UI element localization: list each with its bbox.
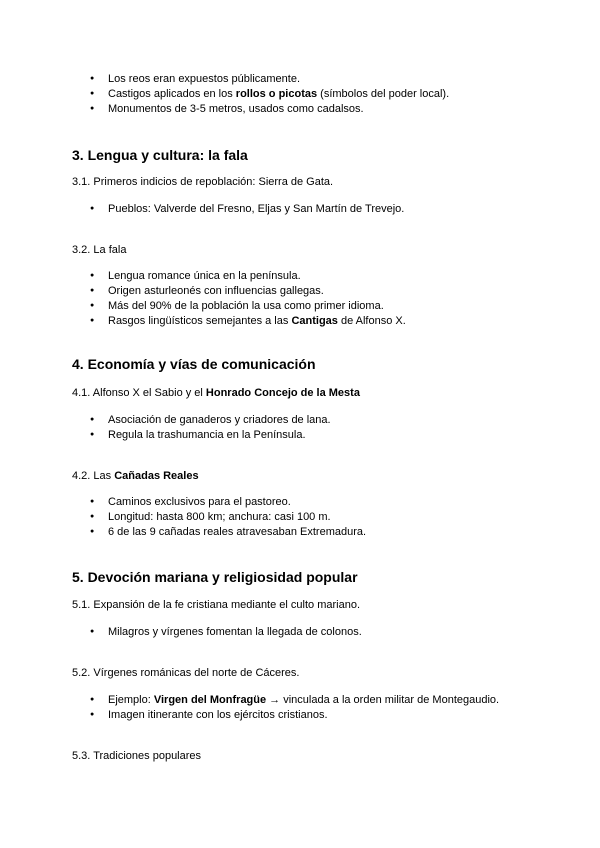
subsection-heading: 3.2. La fala [72,244,127,256]
list-item: ● Imagen itinerante con los ejércitos cristianos. [108,708,328,722]
subsection-heading: 5.3. Tradiciones populares [72,750,202,762]
list-item: ● Los reos eran expuestos públicamente. [108,72,300,86]
list-item: ● Caminos exclusivos para el pastoreo. [108,495,291,509]
section-heading: 5. Devoción mariana y religiosidad popular [72,569,358,585]
list-item: ● Milagros y vírgenes fomentan la llegada de colonos. [108,625,362,639]
list-item: ● Lengua romance única en la península. [108,269,301,283]
subsection-heading: 4.1. Alfonso X el Sabio y el Honrado Concejo de la Mesta [72,387,360,399]
list-item: ● 6 de las 9 cañadas reales atravesaban Extremadura. [108,525,366,539]
list-item: ● Monumentos de 3-5 metros, usados como cadalsos. [108,102,364,116]
list-item: ● Pueblos: Valverde del Fresno, Eljas y San Martín de Trevejo. [108,202,404,216]
list-item: ● Rasgos lingüísticos semejantes a las Cantigas de Alfonso X. [108,314,406,328]
section-heading: 3. Lengua y cultura: la fala [72,147,248,163]
subsection-heading: 5.2. Vírgenes románicas del norte de Cáceres. [72,667,300,679]
section-heading: 4. Economía y vías de comunicación [72,356,316,372]
list-item: ● Origen asturleonés con influencias gallegas. [108,284,324,298]
subsection-heading: 5.1. Expansión de la fe cristiana mediante el culto mariano. [72,599,360,611]
subsection-heading: 4.2. Las Cañadas Reales [72,470,199,482]
list-item: ● Más del 90% de la población la usa como primer idioma. [108,299,384,313]
subsection-heading: 3.1. Primeros indicios de repoblación: Sierra de Gata. [72,176,334,188]
list-item: ● Ejemplo: Virgen del Monfragüe → vinculada a la orden militar de Montegaudio. [108,693,499,707]
list-item: ● Castigos aplicados en los rollos o picotas (símbolos del poder local). [108,87,449,101]
list-item: ● Longitud: hasta 800 km; anchura: casi 100 m. [108,510,331,524]
list-item: ● Asociación de ganaderos y criadores de lana. [108,413,331,427]
list-item: ● Regula la trashumancia en la Península. [108,428,306,442]
